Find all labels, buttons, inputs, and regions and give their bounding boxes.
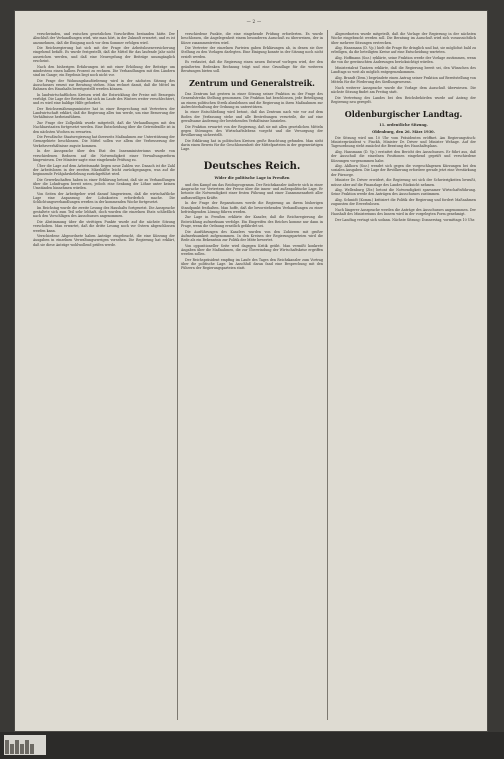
article-paragraph: Abg. Hoffmann (Soz.) erklärte, seine Fraktion werde der Vorlage zustimmen, wenn die von ihr gewünschten Änderungen berücksichtigt würden.	[331, 56, 476, 65]
article-paragraph: Abg. Ahlhorn (Soz.) wendet sich gegen die vorgeschlagenen Kürzungen bei den sozialen Ausgaben. Die Lage der Bevölkerung erfordere gerade jetzt eine Verstärkung der Fürsorge.	[331, 164, 476, 177]
article-paragraph: Abgeordneten wurde mitgeteilt, daß die Vorlage der Regierung in der nächsten Woche eingebracht werden soll. Die Beratung im Ausschuß wird sich voraussichtlich über mehrere Sitzungen erstrecken.	[331, 32, 476, 45]
section-subheading: 11. ordentliche Sitzung.	[379, 123, 428, 128]
section-heading: Deutsches Reich.	[203, 161, 301, 173]
article-paragraph: Abg. Hansmann (D. Vp.) hielt die Frage für dringlich und bat, sie möglichst bald zu erledigen, da die beteiligten Kreise auf eine Entscheidung warteten.	[331, 46, 476, 55]
article-paragraph: Zur Frage der Zollpolitik wurde mitgeteilt, daß die Verhandlungen mit den Nachbarstaaten fortgesetzt werden. Eine Entscheidung über die Getreidezölle ist in den nächsten Wochen zu erwarten.	[33, 121, 175, 134]
article-paragraph: Die Abstimmung über die strittigen Punkte wurde auf die nächste Sitzung verschoben. Man erwartet, daß die dritte Lesung noch vor Ostern abgeschlossen werden kann.	[33, 220, 175, 233]
article-paragraph: Die Preußische Staatsregierung hat ihrerseits Maßnahmen zur Unterstützung der Grenzgebiete beschlossen. Die Mittel sollen vor allem der Verbesserung der Verkehrsverhältnisse zugute kommen.	[33, 135, 175, 148]
scan-margin	[0, 732, 504, 759]
article-paragraph: Abg. Brandt (Dem.) begründete einen Antrag seiner Fraktion auf Bereitstellung von Mitteln für die Förderung des Siedlungswesens.	[331, 75, 476, 85]
article-paragraph: Die Frage der Wohnungsbauförderung wird in der nächsten Sitzung des Ausschusses erneut zur Beratung stehen. Man rechnet damit, daß die Mittel im Rahmen des Haushalts bereitgestellt werden können.	[33, 78, 175, 92]
section-heading: Oldenburgischer Landtag.	[344, 109, 463, 120]
article-paragraph: In der Frage der Reparationen werde die Regierung an ihrem bisherigen Standpunkt festhalten. Man hoffe, daß die bevorstehenden Verhandlungen zu einer befriedigenden Lösung führen werden.	[181, 201, 323, 214]
article-paragraph: Die Ausführungen des Kanzlers wurden von den Zuhörern mit großer Aufmerksamkeit aufgenommen. In den Kreisen der Regierungsparteien wird die Rede als ein Bekenntnis zur Politik der Mitte bewertet.	[181, 229, 323, 243]
page-folio: — 2 —	[246, 19, 262, 24]
article-paragraph: In landwirtschaftlichen Kreisen wird die Entwicklung der Preise mit Besorgnis verfolgt. Die Lage der Betriebe hat sich im Laufe des Winters weiter verschlechtert, und es wird eine baldige Hilfe gefordert.	[33, 92, 175, 106]
column-2	[181, 32, 323, 722]
article-paragraph: In einer Entschließung wird betont, daß das Zentrum nach wie vor auf dem Boden der Verfassung stehe und alle Bestrebungen verurteile, die auf eine gewaltsame Änderung der bestehenden Verhältnisse hinzielen.	[181, 110, 323, 123]
article-paragraph: Im Reichstag wurde die zweite Lesung des Haushalts fortgesetzt. Die Aussprache gestaltete sich zum Teil sehr lebhaft, doch wurden die einzelnen Etats schließlich nach den Vorschlägen des Ausschusses angenommen.	[33, 205, 175, 219]
article-paragraph: Von Seiten der Arbeitgeber wird darauf hingewiesen, daß die wirtschaftliche Lage eine Anpassung der Lohnkosten erforderlich mache. Die Schlichtungsverhandlungen werden in der kommenden Woche fortgesetzt.	[33, 191, 175, 205]
section-heading: Zentrum und Generalstreik.	[189, 78, 315, 89]
article-paragraph: Die Erklärung hat in politischen Kreisen große Beachtung gefunden. Man sieht darin einen Beweis für die Geschlossenheit der Mittelparteien in der gegenwärtigen Lage.	[181, 138, 323, 152]
article-paragraph: und den Kampf um das Reichsprogramm. Der Reichskanzler äußerte sich in einer Ansprache vor Vertretern der Presse über die innen- und außenpolitische Lage. Er betonte die Notwendigkeit einer festen Führung und einer Zusammenarbeit aller aufbauwilligen Kräfte.	[181, 182, 323, 200]
article-paragraph: verschiedene Punkte, die eine eingehende Prüfung erforderten. Es wurde beschlossen, die Angelegenheit einem besonderen Ausschuß zu überweisen, der in Kürze zusammentreten wird.	[181, 32, 323, 45]
article-paragraph: Der Reichspräsident empfing im Laufe des Tages den Reichskanzler zum Vortrag über die politische Lage. Im Anschluß daran fand eine Besprechung mit den Führern der Regierungsparteien statt.	[181, 257, 323, 271]
article-paragraph: Abg. Schmidt (Komm.) kritisiert die Politik der Regierung und fordert Maßnahmen zugunsten der Erwerbslosen.	[331, 198, 476, 207]
article-paragraph: Abg. Hansmann (D. Vp.) erstattet den Bericht des Ausschusses. Er führt aus, daß der Ausschuß die einzelnen Positionen eingehend geprüft und verschiedene Kürzungen vorgenommen habe.	[331, 150, 476, 163]
newspaper-page	[14, 10, 488, 732]
article-paragraph: Nach den bisherigen Erfahrungen ist mit einer Erhöhung der Beiträge um mindestens einen halben Prozent zu rechnen. Die Verhandlungen mit den Ländern sind im Gange; ein Ergebnis liegt noch nicht vor.	[33, 64, 175, 78]
article-paragraph: Das Zentrum hat gestern in einer Sitzung seiner Fraktion zu der Frage des Generalstreiks Stellung genommen. Die Fraktion hat beschlossen, jede Beteiligung an einem politischen Streik abzulehnen und die Regierung in ihren Maßnahmen zur Aufrechterhaltung der Ordnung zu unterstützen.	[181, 92, 323, 109]
article-paragraph: In der Aussprache über den Etat des Innenministeriums wurde von verschiedenen Rednern auf die Notwendigkeit einer Verwaltungsreform hingewiesen. Der Minister sagte eine eingehende Prüfung zu.	[33, 149, 175, 162]
article-paragraph: Minister Dr. Driver erwidert, die Regierung sei sich der Schwierigkeiten bewußt, müsse aber auf die Finanzlage des Landes Rücksicht nehmen.	[331, 178, 476, 187]
article-paragraph: Die Reichsregierung hat sich mit der Frage der Arbeitslosenversicherung eingehend befaßt. Es wurde festgestellt, daß die Mittel für das laufende Jahr nicht ausreichen werden, und daß eine Neuregelung der Beiträge unumgänglich erscheint.	[33, 46, 175, 63]
article-paragraph: verschwinden, und zwischen gesetzlichen Vorschriften bestanden hätte. Der Abschluß der Verhandlungen wird, wie man hört, in der Zukunft erwartet, und es ist anzunehmen, daß die Einigung noch vor dem Sommer erfolgen wird.	[33, 32, 175, 45]
column-3	[331, 32, 476, 722]
article-paragraph: Die Fraktion erwartet von der Regierung, daß sie mit allen gesetzlichen Mitteln gegen Störungen des Wirtschaftslebens vorgeht und die Versorgung der Bevölkerung sicherstellt.	[181, 124, 323, 138]
article-paragraph: Ministerialrat Tantzen erklärte, daß die Regierung bereit sei, den Wünschen des Landtags so weit als möglich entgegenzukommen.	[331, 65, 476, 75]
section-subheading: Oldenburg, den 26. März 1930.	[372, 129, 435, 134]
article-paragraph: Die Gewerkschaften haben in einer Erklärung betont, daß sie zu Verhandlungen über die Lohnfragen bereit seien, jedoch eine Senkung der Löhne unter keinen Umständen hinnehmen würden.	[33, 177, 175, 191]
article-paragraph: Die Sitzung wird um 10 Uhr vom Präsidenten eröffnet. Am Regierungstisch: Ministerpräsident v. Finckh, Minister Dr. Driver und Minister Wehage. Auf der Tagesordnung steht zunächst die Beratung des Haushaltsplans.	[331, 135, 476, 149]
article-paragraph: Es verlautet, daß die Regierung einen neuen Entwurf vorlegen wird, der den geäußerten Bedenken Rechnung trägt und eine Grundlage für die weiteren Beratungen bieten soll.	[181, 60, 323, 73]
column-rule	[327, 30, 328, 720]
article-paragraph: Abg. Wellenburg (Ztr.) betont die Notwendigkeit sparsamer Wirtschaftsführung. Seine Fraktion werde den Anträgen des Ausschusses zustimmen.	[331, 188, 476, 197]
article-paragraph: Zur Lage in Preußen erklärte der Kanzler, daß die Reichsregierung die Entwicklung aufmerksam verfolge. Ein Eingreifen des Reiches komme nur dann in Frage, wenn die Ordnung ernstlich gefährdet sei.	[181, 215, 323, 228]
article-paragraph: Von oppositioneller Seite wird dagegen Kritik geübt. Man vermißt konkrete Angaben über die Maßnahmen, die zur Überwindung der Wirtschaftskrise ergriffen werden sollen.	[181, 243, 323, 257]
article-paragraph: Die Vertreter der einzelnen Parteien gaben Erklärungen ab, in denen sie ihre Stellung zu den Vorlagen darlegten. Eine Einigung konnte in der Sitzung noch nicht erzielt werden.	[181, 46, 323, 59]
article-paragraph: Verschiedene Abgeordnete haben Anträge eingebracht, die eine Kürzung der Ausgaben in einzelnen Verwaltungszweigen vorsehen. Die Regierung hat erklärt, daß sie diese Anträge wohlwollend prüfen werde.	[33, 234, 175, 247]
article-paragraph: Der Reichsernährungsminister hat in einer Besprechung mit Vertretern der Landwirtschaft erklärt, daß die Regierung alles tun werde, um eine Besserung der Verhältnisse herbeizuführen.	[33, 106, 175, 120]
column-rule	[177, 30, 178, 720]
article-paragraph: Die Vertretung des Landes bei den Reichsbehörden wurde auf Antrag der Regierung neu geregelt.	[331, 95, 476, 104]
column-1	[33, 32, 175, 722]
article-paragraph: Nach weiterer Aussprache wurde die Vorlage dem Ausschuß überwiesen. Die nächste Sitzung findet am Freitag statt.	[331, 85, 476, 94]
article-paragraph: Nach längerer Aussprache werden die Anträge des Ausschusses angenommen. Der Haushalt des Ministeriums des Innern wird in der vorgelegten Form genehmigt.	[331, 208, 476, 217]
section-subheading: Wider die politische Lage in Preußen	[214, 176, 290, 181]
article-paragraph: Über die Lage auf dem Arbeitsmarkt liegen neue Zahlen vor. Danach ist die Zahl der Arbeitslosen in der zweiten Märzhälfte leicht zurückgegangen, was auf die beginnende Frühjahrsbelebung zurückgeführt wird.	[33, 163, 175, 177]
article-paragraph: Der Landtag vertagt sich sodann. Nächste Sitzung: Donnerstag, vormittags 10 Uhr.	[335, 217, 475, 222]
scale-ruler	[4, 735, 46, 755]
